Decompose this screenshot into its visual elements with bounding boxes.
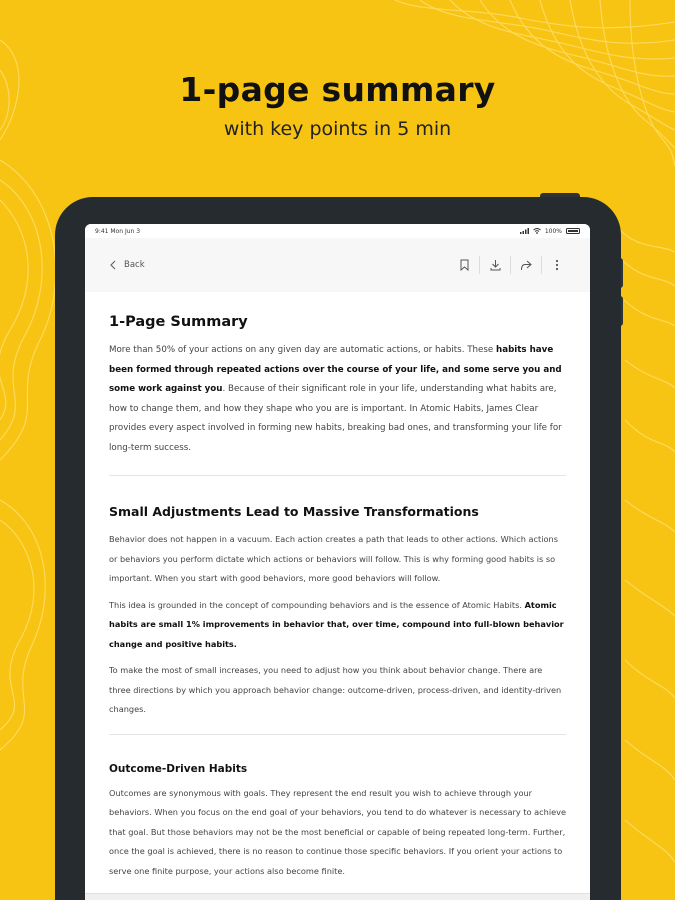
battery-icon xyxy=(566,228,580,234)
chevron-left-icon xyxy=(110,260,116,270)
more-vertical-icon xyxy=(555,259,559,271)
status-bar xyxy=(85,224,590,238)
small-adjustments-paragraph-3: To make the most of small increases, you need to adjust how you think about behavior change. There are three directions by which you approach behavior change: outcome-driven, process-driven, and identity-driven changes. xyxy=(109,665,562,714)
back-button[interactable] xyxy=(110,260,145,270)
small-adjustments-heading: Small Adjustments Lead to Massive Transformations xyxy=(109,504,479,519)
download-icon xyxy=(490,259,501,271)
download-button[interactable] xyxy=(480,250,510,280)
status-indicators xyxy=(520,228,580,235)
screen-bottom-edge xyxy=(85,893,590,900)
promo-subtitle: with key points in 5 min xyxy=(223,118,452,140)
toolbar-actions xyxy=(449,250,572,280)
status-time: 9:41 Mon Jun 3 xyxy=(95,227,141,235)
outcome-driven-paragraph: Outcomes are synonymous with goals. They represent the end result you wish to achieve through your behaviors. When you focus on the end goal of your behaviors, you tend to do whatever is necessary to achieve that goal. But those behaviors may not be the most beneficial or capable of being repeated long-term. Further, once the goal is achieved, there is no reason to continue those specific behaviors. If you orient your actions to serve one finite purpose, your actions also become finite. xyxy=(109,787,567,876)
share-button[interactable] xyxy=(511,250,541,280)
section-divider xyxy=(109,475,566,476)
signal-icon xyxy=(520,228,529,234)
outcome-driven-heading: Outcome-Driven Habits xyxy=(109,762,248,775)
bookmark-button[interactable] xyxy=(449,250,479,280)
small-adjustments-paragraph-1: Behavior does not happen in a vacuum. Each action creates a path that leads to other actions. Which actions or behaviors you perform dictate which actions or behaviors will follow. This is why forming good habits is so important. When you start with good behaviors, more good behaviors will follow. xyxy=(109,534,558,583)
more-options-button[interactable] xyxy=(542,250,572,280)
battery-percent: 100% xyxy=(544,227,562,235)
back-label: Back xyxy=(124,260,145,270)
share-icon xyxy=(520,260,532,271)
article-content xyxy=(85,292,590,881)
section-divider xyxy=(109,734,566,735)
bookmark-icon xyxy=(460,259,469,271)
reader-toolbar xyxy=(85,238,590,292)
tablet-screen xyxy=(85,224,590,900)
summary-heading: 1-Page Summary xyxy=(109,314,248,330)
summary-paragraph: More than 50% of your actions on any given day are automatic actions, or habits. These habits have been formed through repeated actions over the course of your life, and some serve you and some work against you. Because of their significant role in your life, understanding what habits are, how to change them, and how they shape who you are is important. In Atomic Habits, James Clear provides every aspect involved in forming new habits, breaking bad ones, and transforming your life for long-term success. xyxy=(109,345,562,453)
promo-title: 1-page summary xyxy=(179,70,496,109)
wifi-icon xyxy=(533,228,541,234)
small-adjustments-paragraph-2: This idea is grounded in the concept of compounding behaviors and is the essence of Atomic Habits. Atomic habits are small 1% improvements in behavior that, over time, compound into full-blown behavior change and positive habits. xyxy=(109,599,564,649)
